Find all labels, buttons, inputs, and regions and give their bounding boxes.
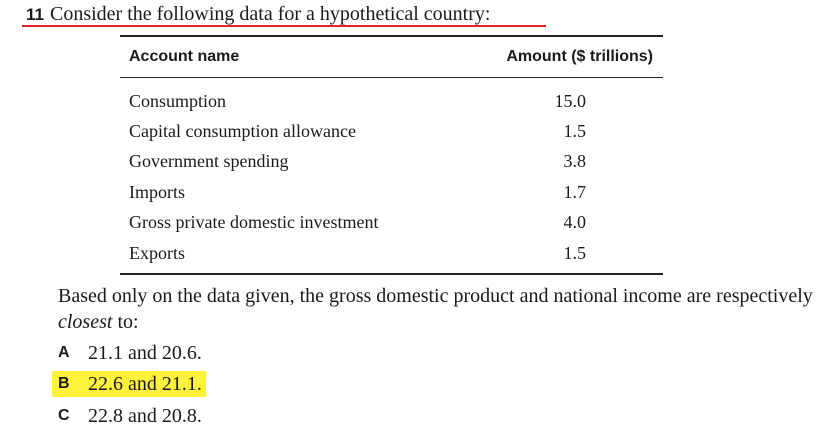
table-row [120,238,663,268]
stem-text-after: to: [112,311,139,333]
question-header [26,2,490,27]
row-amount: 1.5 [563,242,586,263]
table-row [120,116,663,146]
option-text: 22.6 and 21.1. [88,373,202,395]
option-b-highlighted[interactable] [52,371,206,397]
row-amount: 1.7 [563,181,586,202]
row-amount: 3.8 [563,151,586,172]
row-amount: 1.5 [563,121,586,142]
option-c[interactable] [52,403,202,429]
row-name: Consumption [129,90,227,111]
row-name: Capital consumption allowance [129,121,356,142]
table-header-row [120,37,663,77]
table-body [120,78,663,273]
table-row [120,208,663,238]
row-name: Gross private domestic investment [129,212,379,233]
data-table [120,35,663,275]
question-stem [58,283,818,335]
table-row [120,86,663,116]
row-amount: 15.0 [554,90,586,111]
question-text: Consider the following data for a hypothetical country: [49,3,491,25]
row-name: Imports [129,181,185,202]
header-account-name: Account name [129,48,240,65]
row-name: Government spending [129,151,289,172]
table-bottom-rule [120,273,663,275]
row-amount: 4.0 [563,212,586,233]
stem-emphasis: closest [58,311,113,333]
red-underline-annotation [22,25,546,27]
option-text: 21.1 and 20.6. [88,342,202,364]
question-number: 11 [26,5,44,24]
option-text: 22.8 and 20.8. [88,405,202,427]
table-row [120,177,663,207]
header-amount: Amount ($ trillions) [506,48,653,65]
row-name: Exports [129,242,185,263]
option-letter: B [58,375,70,392]
option-letter: A [58,344,70,361]
stem-text-before: Based only on the data given, the gross domestic product and national income are respectively [58,285,813,307]
option-a[interactable] [52,340,202,366]
option-letter: C [58,407,70,424]
table-row [120,147,663,177]
